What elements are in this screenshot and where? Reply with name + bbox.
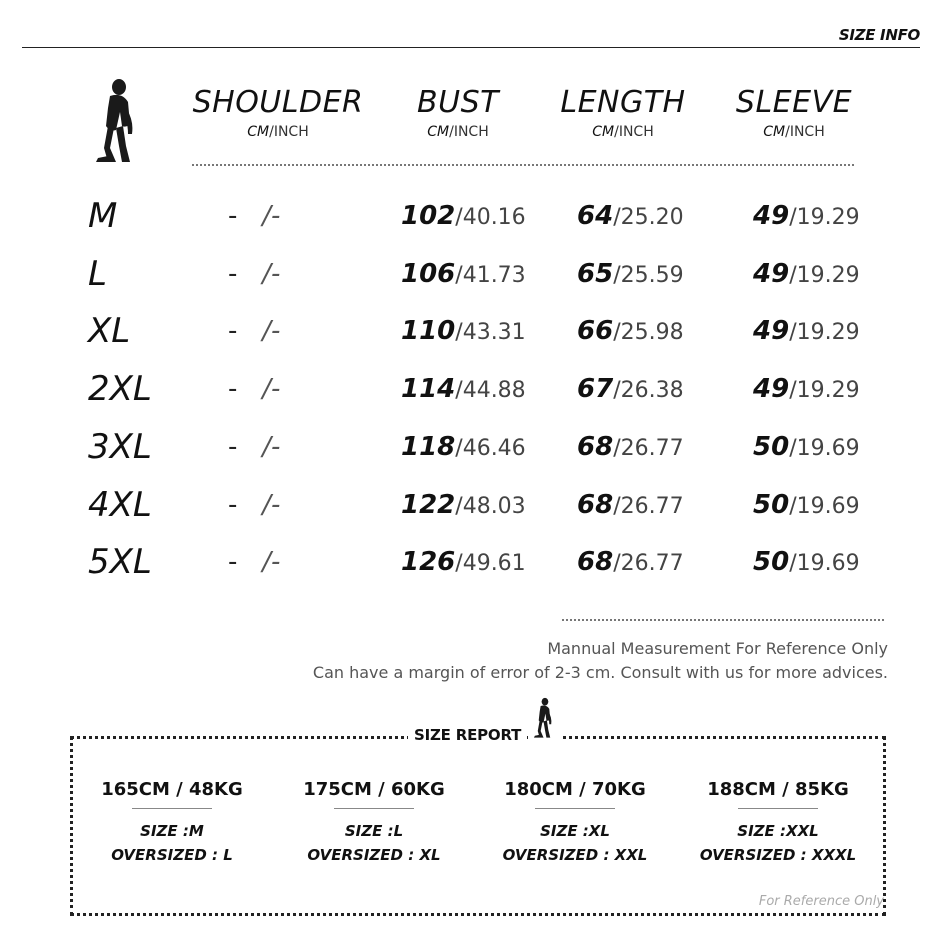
report-entry xyxy=(678,778,878,867)
report-height-weight: 175CM / 60KG xyxy=(303,779,445,800)
column-unit: CM/INCH xyxy=(427,124,489,140)
length-value: 67/26.38 xyxy=(577,374,684,404)
size-report-label: SIZE REPORT xyxy=(414,726,522,744)
shoulder-value: - /- xyxy=(228,547,281,577)
report-oversized: OVERSIZED : XXXL xyxy=(699,846,857,864)
size-label: L xyxy=(88,254,107,294)
bust-value: 102/40.16 xyxy=(401,201,526,231)
bust-value: 114/44.88 xyxy=(401,374,526,404)
sleeve-value: 50/19.69 xyxy=(753,547,860,577)
shoulder-value: - /- xyxy=(228,259,281,289)
shoulder-value: - /- xyxy=(228,201,281,231)
table-row xyxy=(0,196,950,236)
report-size: SIZE :XL xyxy=(540,822,610,840)
report-underline xyxy=(535,808,615,809)
report-oversized: OVERSIZED : XXL xyxy=(502,846,648,864)
length-value: 68/26.77 xyxy=(577,547,684,577)
size-label: M xyxy=(88,196,118,236)
shoulder-value: - /- xyxy=(228,316,281,346)
note-margin-of-error: Can have a margin of error of 2-3 cm. Consult with us for more advices. xyxy=(312,663,888,682)
size-label: 2XL xyxy=(88,369,152,409)
table-row xyxy=(0,311,950,351)
report-oversized: OVERSIZED : XL xyxy=(307,846,441,864)
report-oversized: OVERSIZED : L xyxy=(111,846,233,864)
size-label: 3XL xyxy=(88,427,152,467)
column-unit: CM/INCH xyxy=(592,124,654,140)
report-underline xyxy=(334,808,414,809)
size-label: 4XL xyxy=(88,485,152,525)
bust-value: 126/49.61 xyxy=(401,547,526,577)
column-label: LENGTH xyxy=(560,85,686,120)
table-row xyxy=(0,485,950,525)
column-shoulder xyxy=(186,86,370,142)
bust-value: 122/48.03 xyxy=(401,490,526,520)
sleeve-value: 49/19.29 xyxy=(753,374,860,404)
column-label: BUST xyxy=(417,85,499,120)
column-label: SLEEVE xyxy=(735,85,853,120)
size-label: XL xyxy=(88,311,131,351)
bust-value: 106/41.73 xyxy=(401,259,526,289)
table-row xyxy=(0,427,950,467)
shoulder-value: - /- xyxy=(228,432,281,462)
sleeve-value: 50/19.69 xyxy=(753,490,860,520)
table-row xyxy=(0,369,950,409)
length-value: 64/25.20 xyxy=(577,201,684,231)
header-dotted-divider xyxy=(192,164,854,166)
shoulder-value: - /- xyxy=(228,374,281,404)
note-reference: Mannual Measurement For Reference Only xyxy=(547,639,888,658)
notes-dotted-divider xyxy=(562,619,884,621)
report-size: SIZE :XXL xyxy=(737,822,819,840)
sleeve-value: 49/19.29 xyxy=(753,259,860,289)
report-height-weight: 165CM / 48KG xyxy=(101,779,243,800)
report-height-weight: 188CM / 85KG xyxy=(707,779,849,800)
column-sleeve xyxy=(726,86,862,142)
report-size: SIZE :L xyxy=(344,822,404,840)
length-value: 68/26.77 xyxy=(577,490,684,520)
report-underline xyxy=(738,808,818,809)
report-entry xyxy=(274,778,474,867)
length-value: 66/25.98 xyxy=(577,316,684,346)
column-bust xyxy=(396,86,520,142)
shoulder-value: - /- xyxy=(228,490,281,520)
column-label: SHOULDER xyxy=(192,85,364,120)
report-footnote: For Reference Only xyxy=(758,894,884,909)
column-unit: CM/INCH xyxy=(247,124,309,140)
sleeve-value: 49/19.29 xyxy=(753,201,860,231)
bust-value: 110/43.31 xyxy=(401,316,526,346)
length-value: 68/26.77 xyxy=(577,432,684,462)
walking-figure-small-icon xyxy=(528,695,560,741)
walking-figure-icon xyxy=(92,78,142,164)
column-unit: CM/INCH xyxy=(763,124,825,140)
report-entry xyxy=(72,778,272,867)
bust-value: 118/46.46 xyxy=(401,432,526,462)
sleeve-value: 49/19.29 xyxy=(753,316,860,346)
size-report-title xyxy=(408,726,527,744)
report-height-weight: 180CM / 70KG xyxy=(504,779,646,800)
length-value: 65/25.59 xyxy=(577,259,684,289)
sleeve-value: 50/19.69 xyxy=(753,432,860,462)
table-row xyxy=(0,254,950,294)
size-info-title: SIZE INFO xyxy=(838,26,920,44)
report-underline xyxy=(132,808,212,809)
table-row xyxy=(0,542,950,582)
column-length xyxy=(550,86,696,142)
report-size: SIZE :M xyxy=(140,822,204,840)
size-label: 5XL xyxy=(88,542,152,582)
top-divider xyxy=(22,47,920,48)
report-entry xyxy=(475,778,675,867)
